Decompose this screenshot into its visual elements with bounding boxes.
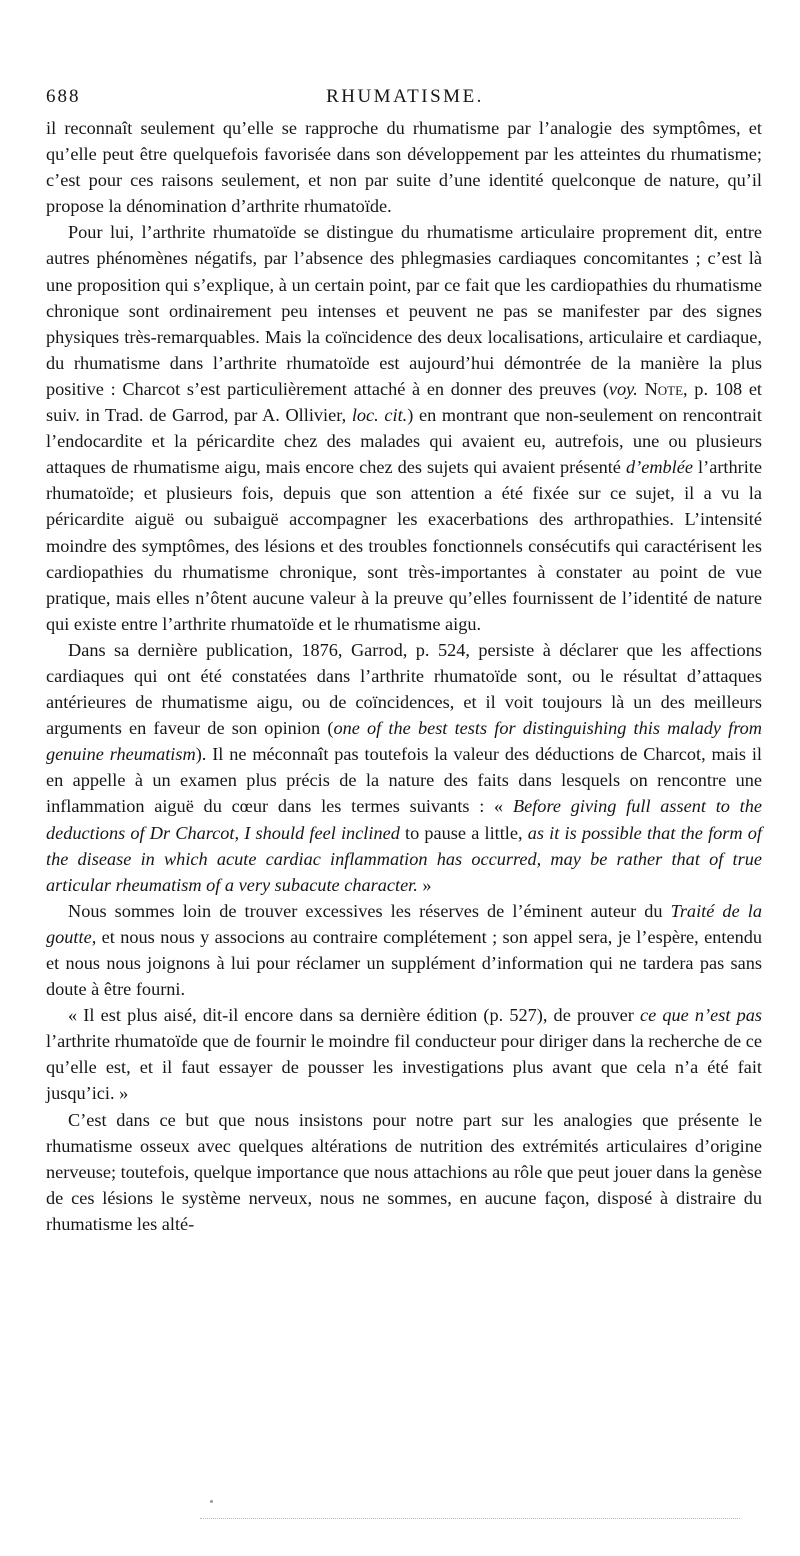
- paragraph-4: [46, 898, 762, 1002]
- paragraph-5: [46, 1002, 762, 1106]
- text-run: « Il est plus aisé, dit-il encore dans sa dernière édition (p. 527), de prouver: [68, 1005, 640, 1026]
- text-run: »: [417, 874, 432, 895]
- text-run: , et nous nous y associons au contraire complétement ; son appel sera, je l’espère, entendu et nous nous joignons à lui pour réclamer un supplément d’information qui ne tardera pas sans doute à être fourni.: [46, 926, 762, 1000]
- text-run: l’arthrite rhumatoïde; et plusieurs fois, depuis que son attention a été fixée sur ce sujet, il a vu la péricardite aiguë ou subaiguë accompagner les exacerbations des arthropathies. L’intensité moindre des symptômes, des lésions et des troubles fonctionnels consécutifs qui caractérisent les cardiopathies du rhumatisme chronique, sont très-importantes à constater au point de vue pratique, mais elles n’ôtent aucune valeur à la preuve qu’elles fournissent de l’identité de nature qui existe entre l’arthrite rhumatoïde et le rhumatisme aigu.: [46, 457, 762, 634]
- text-run: to pause a little,: [399, 822, 528, 843]
- paragraph-1: [46, 115, 762, 219]
- text-run: C’est dans ce but que nous insistons pour notre part sur les analogies que présente le rhumatisme osseux avec quelques altérations de nutrition des extrémités articulaires d’origine nerveuse; toutefois, quelque importance que nous attachions au rôle que peut jouer dans la genèse de ces lésions le système nerveux, nous ne sommes, en aucune façon, disposé à distraire du rhumatisme les alté-: [46, 1109, 762, 1234]
- text-run: Pour lui, l’arthrite rhumatoïde se distingue du rhumatisme articulaire proprement dit, entre autres phénomènes négatifs, par l’absence des phlegmasies cardiaques concomitantes ; c’est là une proposition qui s’explique, à un certain point, par ce fait que les cardiopathies du rhumatisme chronique sont ordinairement peu intenses et peuvent ne pas se manifester par des signes physiques très-remarquables. Mais la coïncidence des deux localisations, articulaire et cardiaque, du rhumatisme dans l’arthrite rhumatoïde est aujourd’hui démontrée de la manière la plus positive : Charcot s’est particulièrement attaché à en donner des preuves (: [46, 222, 762, 399]
- italic-text: d’emblée: [625, 457, 693, 478]
- italic-text: Traité de la goutte: [46, 900, 762, 947]
- italic-text: ce que n’est pas: [639, 1005, 762, 1026]
- print-speck: [210, 1500, 213, 1503]
- text-run: , p. 108 et suiv. in Trad. de Garrod, par A. Ollivier,: [46, 378, 763, 426]
- running-head: RHUMATISME.: [326, 86, 484, 107]
- bleed-through-line: [200, 1518, 740, 1519]
- page-body: [46, 115, 762, 1237]
- text-run: l’arthrite rhumatoïde que de fournir le moindre fil conducteur pour diriger dans la recherche de ce qu’elle est, et il faut essayer de pousser les investigations plus avant que cela n’a été fait jusqu’ici. »: [46, 1031, 762, 1104]
- paragraph-2: [46, 219, 762, 637]
- text-run: ) en montrant que non-seulement on rencontrait l’endocardite et la péricardite chez des malades qui avaient eu, autrefois, une ou plusieurs attaques de rhumatisme aigu, mais encore chez des sujets qui avaient présenté: [46, 405, 762, 478]
- page-header: [46, 80, 764, 114]
- paragraph-6: [46, 1107, 762, 1237]
- text-run: [638, 379, 645, 399]
- italic-text: as it is possible that the form of the disease in which acute cardiac inflammation has occurred, may be rather that of true articular rheumatism of a very subacute character.: [46, 822, 762, 895]
- italic-text: Before giving full assent to the deductions of Dr Charcot, I should feel inclined: [46, 796, 762, 843]
- italic-text: voy.: [608, 378, 638, 399]
- italic-text: one of the best tests for distinguishing this malady from genuine rheumatism: [46, 718, 762, 765]
- text-run: Dans sa dernière publication, 1876, Garrod, p. 524, persiste à déclarer que les affections cardiaques qui ont été constatées dans l’arthrite rhumatoïde sont, ou le résultat d’attaques antérieures de rhumatisme aigu, ou de coïncidences, et il voit toujours là un des meilleurs arguments en faveur de son opinion (: [46, 639, 762, 739]
- text-run: Nous sommes loin de trouver excessives les réserves de l’éminent auteur du: [68, 900, 671, 921]
- italic-text: loc. cit.: [351, 405, 408, 426]
- text-run: ). Il ne méconnaît pas toutefois la valeur des déductions de Charcot, mais il en appelle à un examen plus précis de la nature des faits dans lesquels on rencontre une inflammation aiguë du cœur dans les termes suivants : «: [46, 744, 763, 817]
- small-caps-text: Note: [644, 378, 684, 399]
- page-number: 688: [46, 86, 81, 107]
- paragraph-3: [46, 637, 762, 898]
- text-run: il reconnaît seulement qu’elle se rapproche du rhumatisme par l’analogie des symptômes, et qu’elle peut être quelquefois favorisée dans son développement par les atteintes du rhumatisme; c’est pour ces raisons seulement, et non par suite d’une identité quelconque de nature, qu’il propose la dénomination d’arthrite rhumatoïde.: [46, 118, 762, 217]
